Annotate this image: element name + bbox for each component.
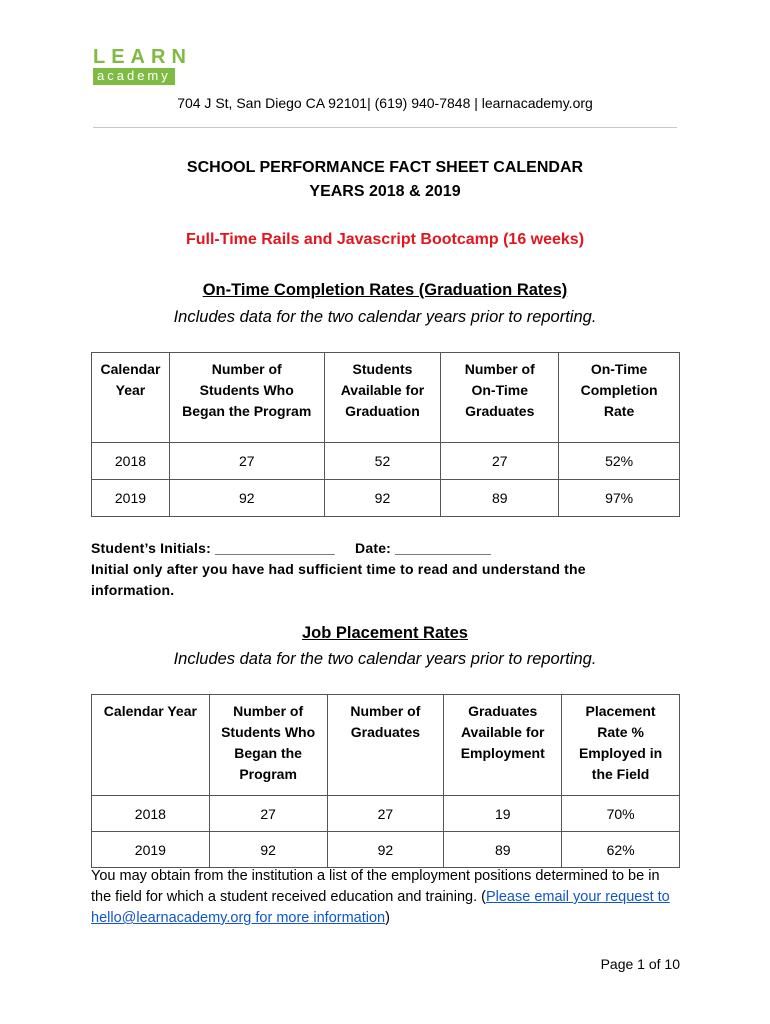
column-header-line: Calendar Year: [103, 703, 197, 719]
column-header-line: Students: [352, 361, 413, 377]
note-text-end: ): [385, 910, 390, 926]
column-header-line: Graduates: [350, 724, 421, 740]
completion-rates-table: [91, 352, 680, 517]
table-cell: 2018: [92, 796, 210, 832]
completion-subheading: Includes data for the two calendar years prior to reporting.: [173, 308, 597, 326]
column-header-line: Employed in: [578, 745, 663, 761]
column-header-line: Number of: [233, 703, 304, 719]
table-cell: 2019: [92, 832, 210, 868]
column-header-line: Rate: [603, 403, 635, 419]
title-line-2: YEARS 2018 & 2019: [309, 183, 461, 200]
header-divider: [93, 127, 677, 128]
column-header-line: On-Time: [590, 361, 648, 377]
column-header: [562, 695, 680, 796]
table-header-row: [92, 353, 680, 443]
initials-instruction: Initial only after you have had sufficient time to read and understand the: [91, 561, 586, 577]
email-request-link[interactable]: Please email your request to hello@learnacademy.org for more information: [91, 889, 670, 926]
table-cell: 27: [327, 796, 444, 832]
title-line-1: SCHOOL PERFORMANCE FACT SHEET CALENDAR: [186, 159, 584, 176]
date-field[interactable]: Date: ____________: [355, 540, 491, 556]
placement-subheading: Includes data for the two calendar years prior to reporting.: [173, 650, 597, 668]
table-cell: 92: [209, 832, 327, 868]
column-header-line: Completion: [580, 382, 658, 398]
column-header-line: Students Who: [221, 724, 316, 740]
table-row: [92, 796, 680, 832]
column-header-line: Placement: [585, 703, 656, 719]
table-cell: 89: [444, 832, 562, 868]
column-header-line: Calendar: [100, 361, 161, 377]
column-header-line: Graduation: [345, 403, 420, 419]
initials-block: [91, 538, 586, 601]
column-header-line: Number of: [211, 361, 282, 377]
column-header: [209, 695, 327, 796]
column-header-line: Number of: [350, 703, 421, 719]
column-header: [169, 353, 324, 443]
table-header-row: [92, 695, 680, 796]
employment-note: [91, 866, 681, 929]
table-cell: 27: [209, 796, 327, 832]
learn-academy-logo: [93, 46, 192, 85]
table-cell: 92: [327, 832, 444, 868]
school-address: 704 J St, San Diego CA 92101| (619) 940-7848 | learnacademy.org: [177, 95, 593, 111]
column-header: [441, 353, 559, 443]
column-header-line: Began the Program: [182, 403, 312, 419]
table-row: [92, 443, 680, 480]
table-cell: 27: [169, 443, 324, 480]
table-cell: 92: [169, 480, 324, 517]
table-cell: 70%: [562, 796, 680, 832]
note-text: You may obtain from the institution a list of the employment positions determined to be in the field for which a student received education and training. (: [91, 868, 660, 905]
table-cell: 92: [324, 480, 441, 517]
page-number: Page 1 of 10: [600, 956, 680, 972]
column-header-line: On-Time: [471, 382, 529, 398]
column-header: [444, 695, 562, 796]
column-header: [92, 353, 170, 443]
column-header-line: the Field: [591, 766, 650, 782]
table-cell: 89: [441, 480, 559, 517]
column-header: [92, 695, 210, 796]
initials-line: [91, 538, 586, 559]
column-header-line: Graduates: [468, 703, 538, 719]
table-cell: 52%: [559, 443, 680, 480]
table-cell: 19: [444, 796, 562, 832]
table-cell: 97%: [559, 480, 680, 517]
completion-heading: On-Time Completion Rates (Graduation Rates): [202, 281, 568, 299]
column-header-line: Available for: [460, 724, 545, 740]
placement-rates-table: [91, 694, 680, 868]
column-header-line: Available for: [340, 382, 425, 398]
program-name: Full-Time Rails and Javascript Bootcamp (16 weeks): [185, 231, 585, 248]
table-row: [92, 480, 680, 517]
logo-sub-wordmark: academy: [93, 68, 175, 85]
column-header: [324, 353, 441, 443]
column-header-line: Students Who: [199, 382, 294, 398]
column-header-line: Rate %: [597, 724, 644, 740]
column-header-line: Graduates: [465, 403, 535, 419]
table-cell: 2019: [92, 480, 170, 517]
initials-instruction-end: information.: [91, 582, 175, 598]
table-cell: 52: [324, 443, 441, 480]
column-header-line: Began the: [234, 745, 302, 761]
column-header: [327, 695, 444, 796]
document-title: [0, 156, 770, 204]
initials-field[interactable]: Student’s Initials: _______________: [91, 540, 335, 556]
logo-wordmark: LEARN: [93, 46, 192, 68]
column-header-line: Program: [239, 766, 297, 782]
table-row: [92, 832, 680, 868]
table-cell: 62%: [562, 832, 680, 868]
placement-heading: Job Placement Rates: [302, 624, 468, 642]
table-cell: 27: [441, 443, 559, 480]
table-cell: 2018: [92, 443, 170, 480]
column-header-line: Year: [115, 382, 146, 398]
column-header-line: Number of: [464, 361, 535, 377]
column-header-line: Employment: [460, 745, 545, 761]
column-header: [559, 353, 680, 443]
